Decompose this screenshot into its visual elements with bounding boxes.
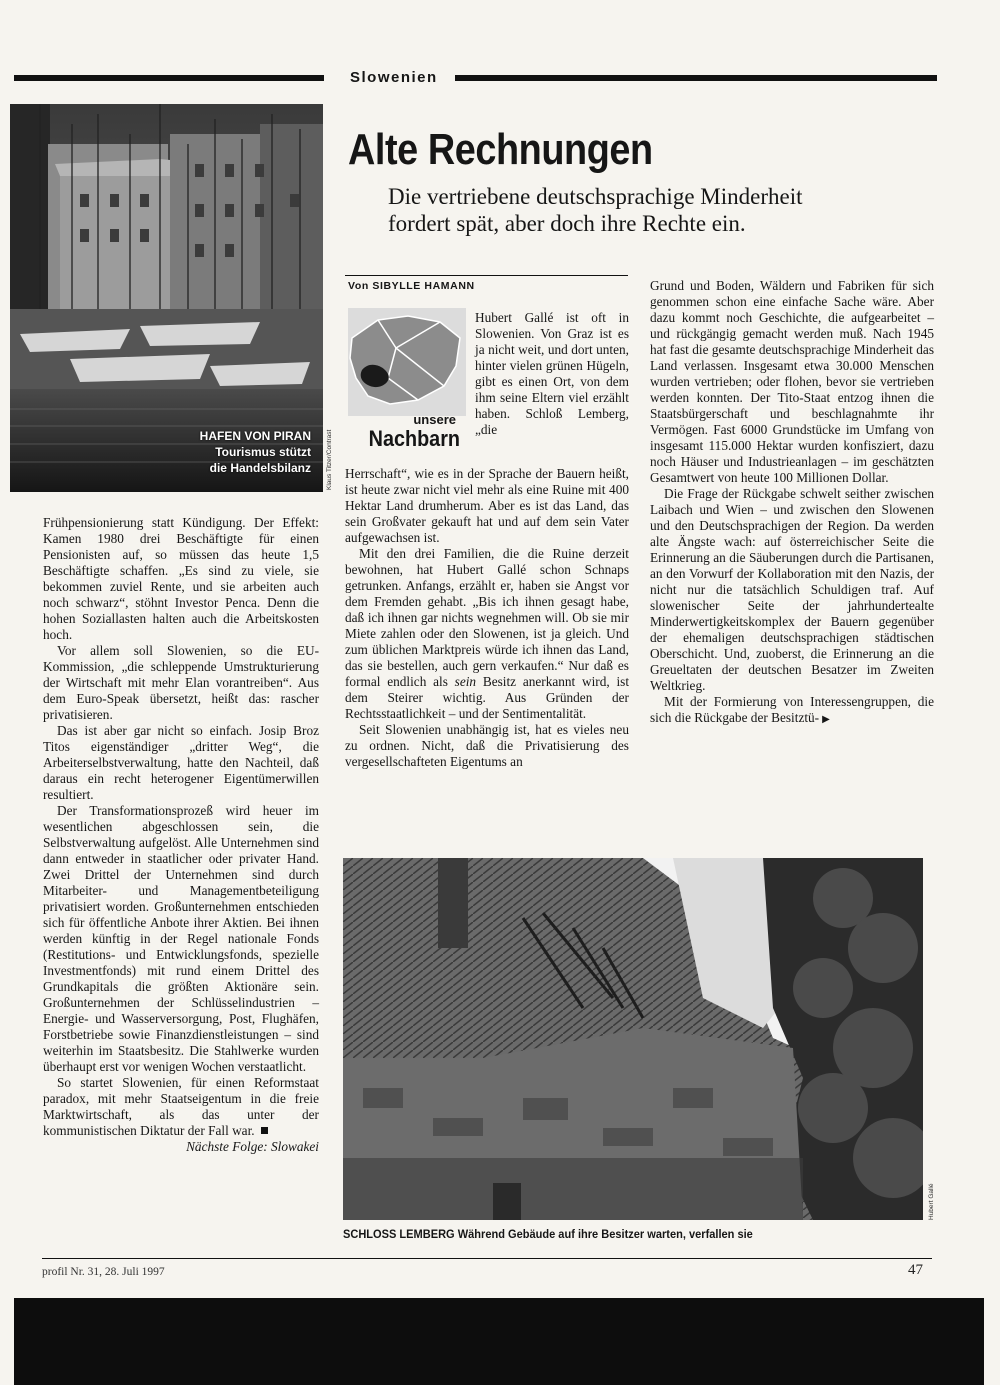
emphasis: sein [454, 674, 477, 689]
left-column [43, 515, 319, 1155]
photo-schloss-image [343, 858, 923, 1220]
caption-text: Während Gebäude auf ihre Besitzer warten, verfallen sie [457, 1227, 753, 1241]
paragraph: Frühpensionierung statt Kündigung. Der Effekt: Kamen 1980 drei Beschäftigte für einen Pensionisten auf, so müssen das heute 1,5 Beschäftigte schaffen. „Es sind zu viele, sie bekommen zuviel Rente, und sie arbeiten auch noch schwarz“, stöhnt Investor Penca. Denn die hohen Soziallasten halten auch die Arbeitskosten hoch. [43, 515, 319, 642]
paragraph [43, 1075, 319, 1139]
caption-line: HAFEN VON PIRAN [199, 429, 311, 443]
footer-rule [42, 1258, 932, 1259]
paragraph-text: Mit den drei Familien, die die Ruine derzeit bewohnen, hat Hubert Gallé schon Schnaps getrunken. Anfangs, erzählt er, haben sie Angst vor dem Fremden gehabt. „Bis ich ihnen gesagt habe, daß ich ihnen gar nichts wegnehmen will. Ob sie mir Miete zahlen oder den Slowenen, ist ja gleich. Und zum üblichen Marktpreis würde ich ihnen das Land, das sie bestellen, auch gern verkaufen.“ Nur daß es formal endlich als [345, 546, 629, 689]
next-part-note: Nächste Folge: Slowakei [186, 1139, 319, 1154]
paragraph-text: Besitz anerkannt wird, ist dem Steirer wichtig. Aus Gründen der Rechtsstaatlichkeit – und der Sentimentalität. [345, 674, 630, 721]
paragraph [345, 546, 629, 722]
page-number: 47 [908, 1262, 923, 1278]
map-box-line1: unsere [413, 412, 456, 427]
top-rule-left [14, 75, 324, 81]
slovenia-map-icon [348, 308, 466, 416]
paragraph-text: Mit der Formierung von Interessengruppen, die sich die Rückgabe der Besitztü- [650, 694, 934, 725]
photo-schloss-lemberg [343, 858, 923, 1220]
photo-piran [10, 104, 323, 492]
paragraph [650, 694, 934, 728]
byline-rule [345, 275, 628, 276]
photo-schloss-credit: Hubert Gallé [928, 1183, 935, 1220]
paragraph: Grund und Boden, Wäldern und Fabriken für sich genommen schon eine einfache Sache wäre. Aber dazu kommt noch Geschichte, die aufgearbeitet – und rückgängig gemacht werden muß. Nach 1945 hat fast die gesamte deutschsprachige Minderheit das Land verlassen. Insgesamt etwa 30.000 Menschen wurden vertrieben; oder flohen, bevor sie vertrieben werden konnten. Der Tito-Staat entzog ihnen die Staatsbürgerschaft und beschlagnahmte ihr Vermögen. Fast 6000 Grundstücke im Umfang von insgesamt 115.000 Hektar wurden konfisziert, dazu noch Häuser und Industrieanlagen – im geschätzten Gesamtwert von heute 100 Millionen Dollar. [650, 278, 934, 485]
caption-line: die Handelsbilanz [209, 461, 311, 475]
byline: Von SIBYLLE HAMANN [348, 280, 475, 292]
article-headline: Alte Rechnungen [348, 125, 653, 174]
middle-column [345, 466, 629, 770]
paragraph-text: So startet Slowenien, für einen Reformstaat paradox, mit mehr Staatseigentum in die freie Marktwirtschaft, als das unter der kommunistischen Diktatur der Fall war. [43, 1075, 319, 1138]
photo-piran-caption [200, 428, 311, 476]
paragraph: Der Transformationsprozeß wird heuer im wesentlichen abgeschlossen sein, die Selbstverwaltung aufgelöst. Alle Unternehmen sind dann entweder in staatlicher oder privater Hand. Zwei Drittel der Unternehmen sind durch Mitarbeiter- und Managementbeteiligung privatisiert worden. Großunternehmen entschieden sich für öffentliche Anbote ihrer Aktien. Bei ihnen werden künftig in der Regel nationale Fonds (Restitutions- und Entwicklungsfonds, spezielle Investmentfonds) mit rund einem Drittel des Grundkapitals die größten Aktionäre sein. Großunternehmen der Schlüsselindustrien – Energie- und Wasserversorgung, Post, Flughäfen, Forstbetriebe sowie Finanzdienstleistungen – sind weiterhin im Staatsbesitz. Die Stahlwerke wurden überhaupt erst vor wenigen Wochen verstaatlicht. [43, 803, 319, 1074]
scan-edge-bar [14, 1298, 984, 1385]
footer-issue: profil Nr. 31, 28. Juli 1997 [42, 1266, 165, 1278]
caption-bold: SCHLOSS LEMBERG [343, 1227, 455, 1241]
photo-schloss-caption [343, 1226, 753, 1242]
photo-piran-credit: Klaus Titzer/Contrast [326, 429, 333, 490]
caption-line: Tourismus stützt [215, 445, 311, 459]
right-column [650, 278, 934, 728]
map-box [348, 308, 466, 458]
paragraph: Die Frage der Rückgabe schwelt seither zwischen Laibach und Wien – und zwischen den Slowenen und den Deutschsprachigen der Region. Da werden alte Ängste wach: auf österreichischer Seite die Erinnerung an die Säuberungen durch die Partisanen, an den Vorwurf der Kollaboration mit den Nazis, der nicht nur die tatsächlich Schuldigen traf. Auf slowenischer Seite der jahrhundertealte Minderwertigkeitskomplex der Bauern gegenüber der ehemaligen deutschsprachigen städtischen Oberschicht. Und, zuoberst, die Erinnerung an die Greueltaten der deutschen Besatzer im Zweiten Weltkrieg. [650, 486, 934, 693]
middle-column-top [475, 310, 629, 438]
paragraph: Seit Slowenien unabhängig ist, hat es vieles neu zu ordnen. Nicht, daß die Privatisierung des vergesellschafteten Eigentums an [345, 722, 629, 769]
continue-arrow-icon: ▶ [822, 714, 830, 725]
paragraph: Herrschaft“, wie es in der Sprache der Bauern heißt, ist heute zwar nicht viel mehr als eine Ruine mit 400 Hektar Land drumherum. Aber es ist das Land, das sein Großvater gekauft hat und auf dem sein Vater aufgewachsen ist. [345, 466, 629, 545]
paragraph: Hubert Gallé ist oft in Slowenien. Von Graz ist es ja nicht weit, und dort unten, hinter vielen grünen Hügeln, gibt es einen Ort, von dem ihm seine Eltern viel erzählt haben. Schloß Lemberg, „die [475, 310, 629, 437]
end-mark [261, 1127, 268, 1134]
article-subhead: Die vertriebene deutschsprachige Minderheit fordert spät, aber doch ihre Rechte ein. [388, 184, 803, 236]
map-box-line2: Nachbarn [368, 426, 460, 451]
paragraph: Vor allem soll Slowenien, so die EU-Kommission, „die schleppende Umstrukturierung der Wirtschaft mit mehr Elan vorantreiben“. Aus dem Euro-Speak übersetzt, heißt das: rascher privatisieren. [43, 643, 319, 722]
top-rule-right [455, 75, 937, 81]
paragraph: Das ist aber gar nicht so einfach. Josip Broz Titos eigenständiger „dritter Weg“, die Arbeiterselbstverwaltung, hatte den Nachteil, daß daraus ein recht heterogener Eigentümerwillen resultiert. [43, 723, 319, 802]
section-label: Slowenien [350, 69, 438, 86]
